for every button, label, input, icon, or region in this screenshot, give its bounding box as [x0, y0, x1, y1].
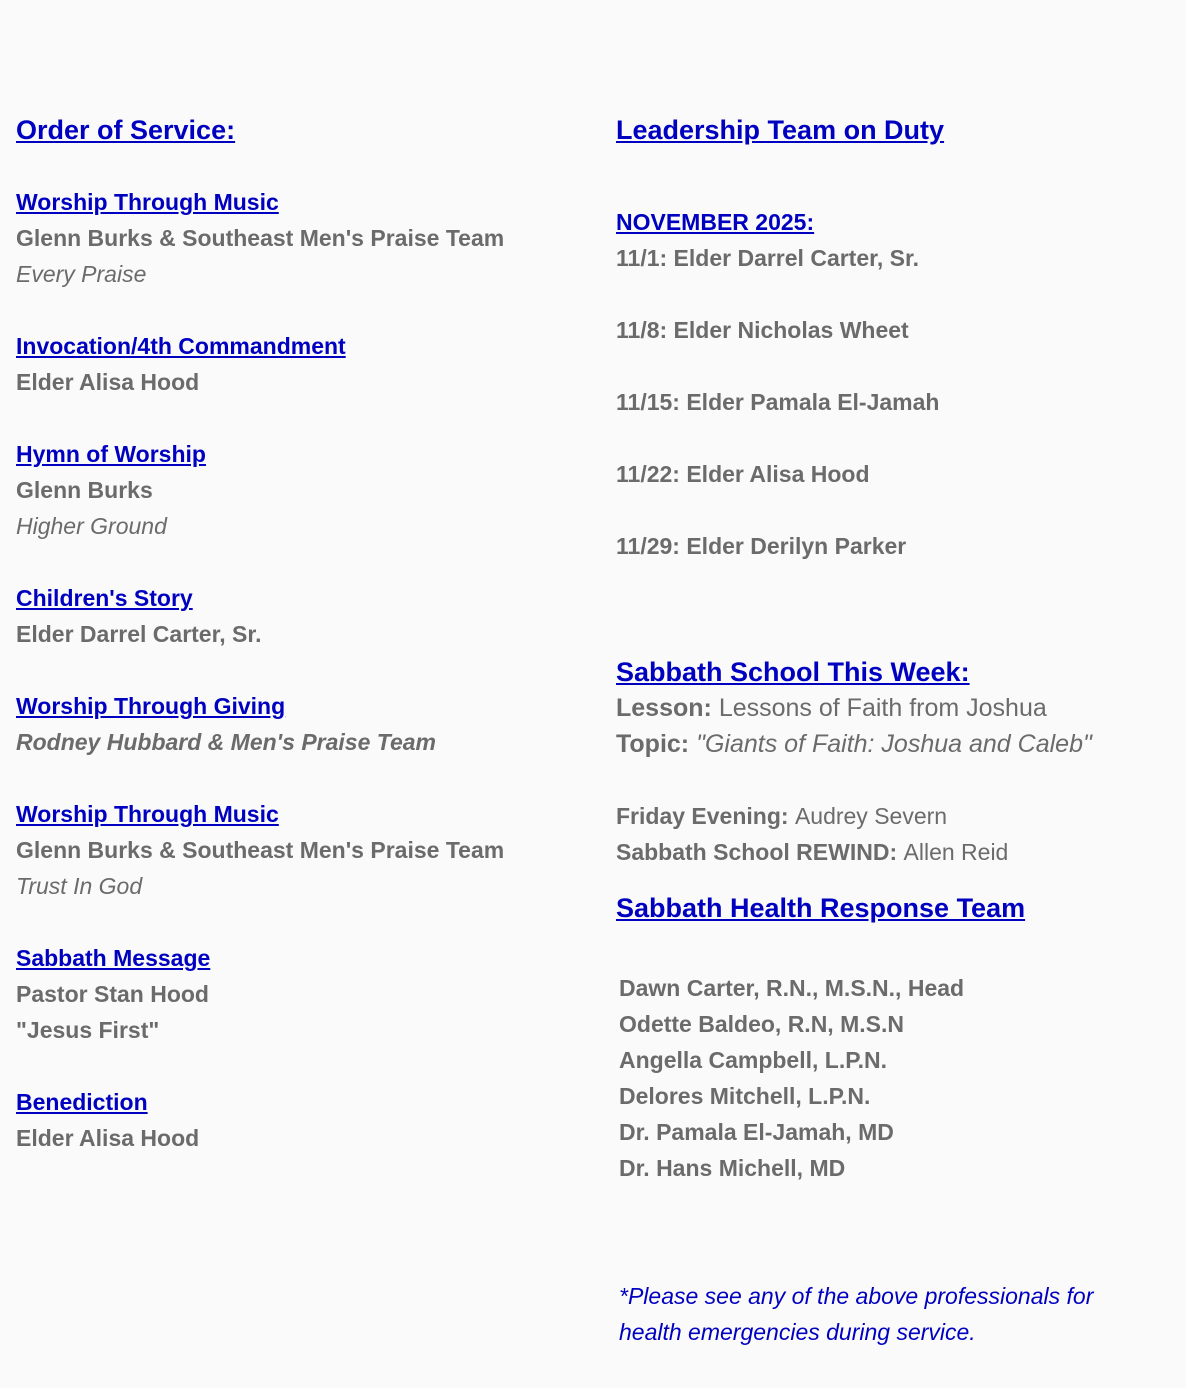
service-heading[interactable]: Sabbath Message	[16, 945, 211, 971]
health-note-line-1: *Please see any of the above professionals for	[619, 1283, 1094, 1309]
order-of-service-title[interactable]: Order of Service:	[16, 115, 236, 145]
health-team-title[interactable]: Sabbath Health Response Team	[616, 893, 1026, 923]
order-of-service-column	[16, 112, 576, 1156]
health-member: Dr. Pamala El-Jamah, MD	[619, 1119, 894, 1145]
health-member: Odette Baldeo, R.N, M.S.N	[619, 1011, 904, 1037]
service-heading[interactable]: Worship Through Music	[16, 801, 279, 827]
health-member: Dr. Hans Michell, MD	[619, 1155, 846, 1181]
service-leader: Elder Alisa Hood	[16, 1125, 200, 1151]
friday-value: Audrey Severn	[794, 803, 948, 829]
friday-line	[616, 798, 1176, 834]
service-leader: Glenn Burks & Southeast Men's Praise Team	[16, 837, 505, 863]
service-heading[interactable]: Worship Through Music	[16, 189, 279, 215]
duty-item: 11/15: Elder Pamala El-Jamah	[616, 389, 940, 415]
service-leader: Pastor Stan Hood	[16, 981, 209, 1007]
service-item-worship-music-2	[16, 796, 576, 904]
service-heading[interactable]: Worship Through Giving	[16, 693, 286, 719]
service-leader: Glenn Burks & Southeast Men's Praise Team	[16, 225, 505, 251]
service-leader: Elder Darrel Carter, Sr.	[16, 621, 262, 647]
lesson-value: Lessons of Faith from Joshua	[718, 694, 1047, 722]
service-item-benediction	[16, 1084, 576, 1156]
service-item-giving	[16, 688, 576, 760]
info-column	[616, 112, 1176, 1350]
service-item-hymn	[16, 436, 576, 544]
service-heading[interactable]: Invocation/4th Commandment	[16, 333, 346, 359]
health-team-list	[619, 970, 1176, 1186]
service-leader: Glenn Burks	[16, 477, 153, 503]
rewind-label: Sabbath School REWIND:	[616, 839, 898, 865]
leadership-month[interactable]: NOVEMBER 2025:	[616, 209, 815, 235]
duty-item: 11/1: Elder Darrel Carter, Sr.	[616, 245, 920, 271]
service-item-invocation	[16, 328, 576, 400]
health-note-line-2: health emergencies during service.	[619, 1319, 976, 1345]
service-item-childrens-story	[16, 580, 576, 652]
service-item-worship-music-1	[16, 184, 576, 292]
duty-item: 11/22: Elder Alisa Hood	[616, 461, 870, 487]
duty-item: 11/29: Elder Derilyn Parker	[616, 533, 907, 559]
duty-item: 11/8: Elder Nicholas Wheet	[616, 317, 909, 343]
health-member: Angella Campbell, L.P.N.	[619, 1047, 887, 1073]
service-heading[interactable]: Children's Story	[16, 585, 193, 611]
rewind-value: Allen Reid	[903, 839, 1009, 865]
leadership-title[interactable]: Leadership Team on Duty	[616, 115, 945, 145]
topic-value: "Giants of Faith: Joshua and Caleb"	[696, 730, 1092, 758]
health-member: Delores Mitchell, L.P.N.	[619, 1083, 871, 1109]
sabbath-school-title[interactable]: Sabbath School This Week:	[616, 657, 970, 687]
service-heading[interactable]: Benediction	[16, 1089, 148, 1115]
friday-label: Friday Evening:	[616, 803, 789, 829]
sermon-title: "Jesus First"	[16, 1017, 160, 1043]
service-leader: Rodney Hubbard & Men's Praise Team	[16, 729, 436, 755]
service-heading[interactable]: Hymn of Worship	[16, 441, 206, 467]
lesson-line	[616, 690, 1176, 726]
health-member: Dawn Carter, R.N., M.S.N., Head	[619, 975, 965, 1001]
service-song: Trust In God	[16, 873, 143, 899]
service-leader: Elder Alisa Hood	[16, 369, 200, 395]
topic-line	[616, 726, 1176, 762]
rewind-line	[616, 834, 1176, 870]
service-song: Higher Ground	[16, 513, 167, 539]
service-item-sabbath-message	[16, 940, 576, 1048]
lesson-label: Lesson:	[616, 694, 712, 722]
topic-label: Topic:	[616, 730, 690, 758]
service-song: Every Praise	[16, 261, 147, 287]
